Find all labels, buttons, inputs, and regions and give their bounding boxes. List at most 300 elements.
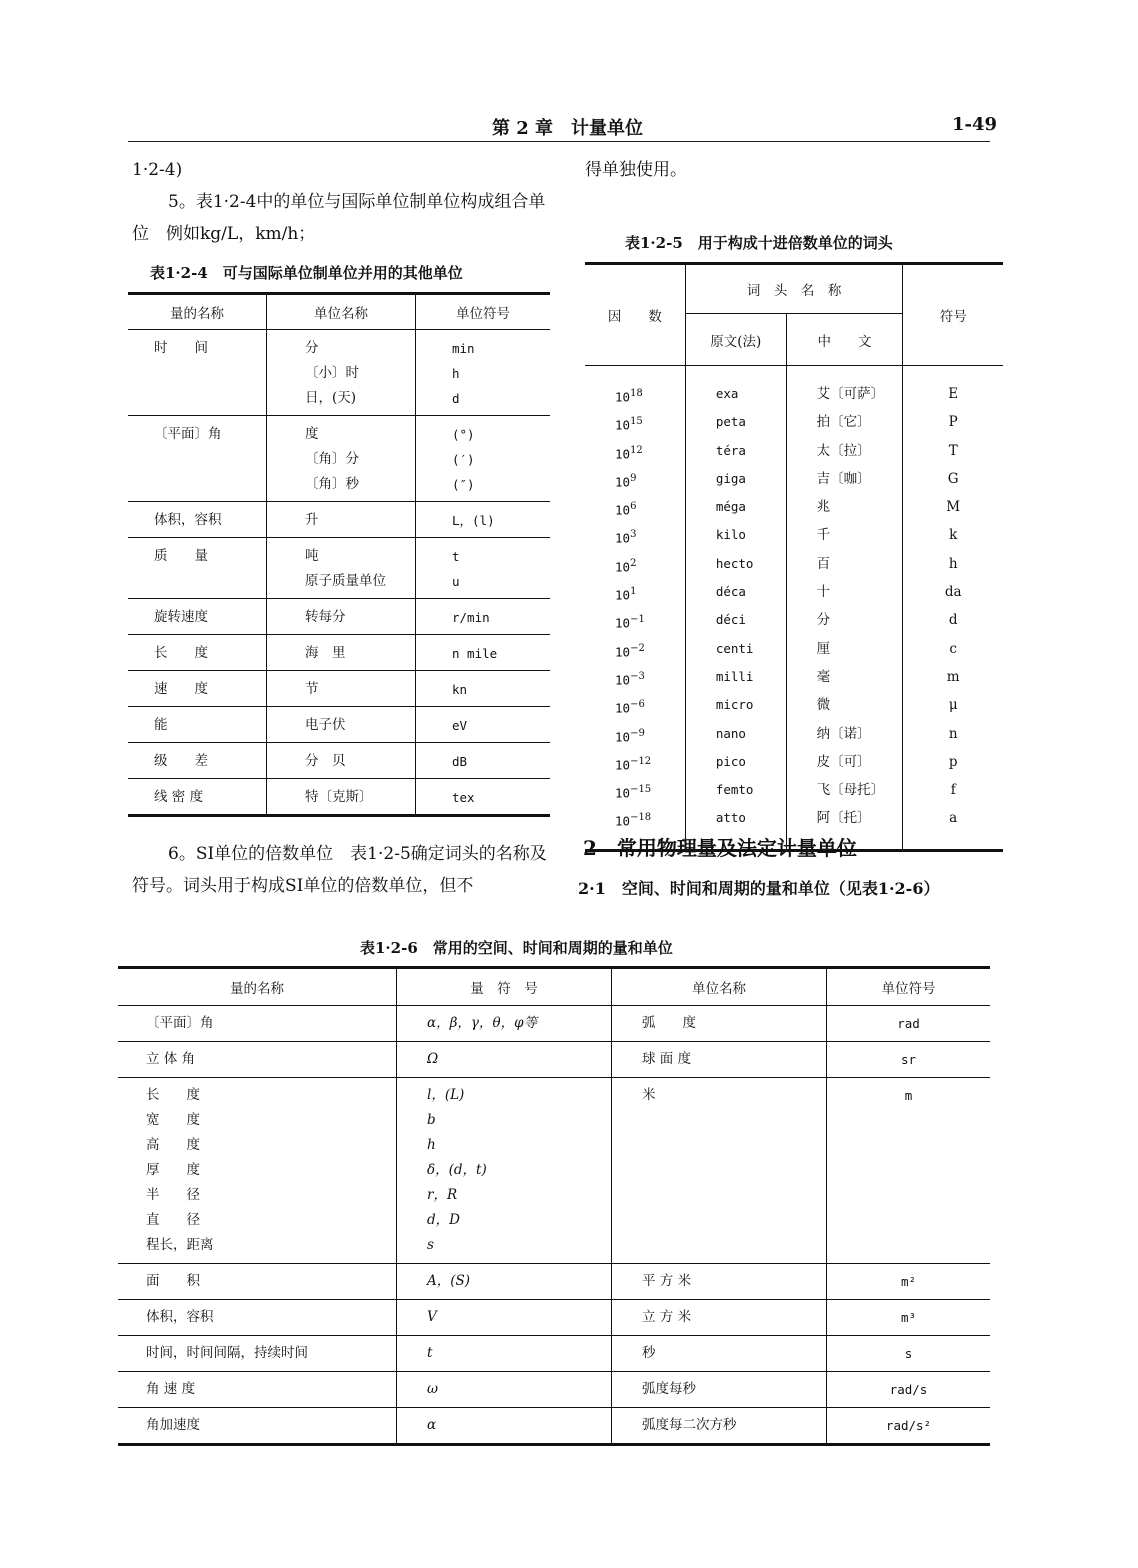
unit-name: 〔角〕秒 [305,476,359,492]
t126-qty-cell [118,1408,397,1445]
unit-symbol: m² [900,1274,917,1289]
quantity-symbol: α，β，γ，θ，φ等 [427,1015,538,1031]
factor-exponent: −18 [630,812,652,824]
factor-base: 10 [615,559,631,575]
factor-base: 10 [615,785,631,801]
unit-symbol: (°) [452,427,475,442]
unit-name: 分 [305,340,319,356]
prefix-chinese: 太〔拉〕 [786,439,903,467]
prefix-original: exa [685,366,786,411]
quantity-name: 角加速度 [146,1417,200,1433]
prefix-original: téra [685,439,786,467]
prefix-symbol: d [903,608,1003,636]
factor-base: 10 [615,502,631,518]
t126-unit-name-cell [612,1408,827,1445]
table-row [128,671,550,707]
unit-name: 日，(天) [305,390,357,406]
t124-header-qty: 量的名称 [170,306,224,322]
table-row [118,1300,990,1336]
t126-qty-cell [118,1336,397,1372]
t125-factor-cell [585,608,685,636]
t124-unit-symbol-cell [416,671,551,707]
prefix-symbol: f [903,778,1003,806]
table-row [118,1042,990,1078]
unit-symbol: r/min [452,610,490,625]
t125-factor-cell [585,637,685,665]
factor-base: 10 [615,587,631,603]
factor-base: 10 [615,813,631,829]
prefix-symbol: G [903,467,1003,495]
unit-name: 秒 [642,1345,656,1361]
quantity-symbol: d，D [427,1212,460,1228]
t126-qty-cell [118,1264,397,1300]
quantity-name: 时 间 [154,340,208,356]
prefix-symbol: m [903,665,1003,693]
prefix-chinese: 厘 [786,637,903,665]
section-2-heading: 2 常用物理量及法定计量单位 [583,836,857,860]
paragraph-continued-right: 得单独使用。 [585,160,687,180]
unit-symbol: L，(l) [452,513,495,528]
unit-name: 升 [305,512,319,528]
t125-factor-cell [585,495,685,523]
table-row [118,1078,990,1264]
table-row [585,665,1003,693]
t124-qty-cell [128,671,267,707]
t125-factor-cell [585,722,685,750]
quantity-name: 线 密 度 [154,789,204,805]
t126-unit-symbol-cell [827,1408,991,1445]
t125-header-chinese: 中 文 [786,314,903,366]
prefix-chinese: 吉〔咖〕 [786,467,903,495]
table-row [128,330,550,416]
prefix-original: hecto [685,552,786,580]
t124-qty-cell [128,502,267,538]
t126-unit-name-cell [612,1006,827,1042]
t125-factor-cell [585,523,685,551]
prefix-original: déci [685,608,786,636]
quantity-name: 高 度 [146,1137,200,1153]
prefix-original: milli [685,665,786,693]
t124-unit-name-cell [267,538,416,599]
t126-qty-symbol-cell [397,1300,612,1336]
t124-qty-cell [128,743,267,779]
prefix-original: pico [685,750,786,778]
factor-exponent: 12 [630,444,643,456]
t125-factor-cell [585,410,685,438]
prefix-chinese: 微 [786,693,903,721]
quantity-symbol: h [427,1137,436,1153]
t125-factor-cell [585,467,685,495]
table-row [118,1264,990,1300]
prefix-chinese: 百 [786,552,903,580]
table-row [585,552,1003,580]
t124-unit-symbol-cell [416,538,551,599]
quantity-name: 〔平面〕角 [146,1015,214,1031]
quantity-name: 〔平面〕角 [154,426,222,442]
quantity-name: 半 径 [146,1187,200,1203]
quantity-name: 体积，容积 [146,1309,214,1325]
t126-qty-symbol-cell [397,1372,612,1408]
t125-factor-cell [585,750,685,778]
quantity-name: 时间，时间间隔，持续时间 [146,1345,308,1361]
t126-unit-name-cell [612,1372,827,1408]
factor-exponent: −9 [630,727,645,739]
prefix-symbol: p [903,750,1003,778]
paragraph-6: 6。SI单位的倍数单位 表1·2-5确定词头的名称及符号。词头用于构成SI单位的倍数单位，但不 [132,844,547,896]
factor-exponent: −15 [630,784,652,796]
unit-symbol: rad [897,1016,920,1031]
factor-base: 10 [615,644,631,660]
unit-symbol: tex [452,790,475,805]
t125-factor-cell [585,778,685,806]
table-row [585,778,1003,806]
table-row [585,495,1003,523]
factor-base: 10 [615,615,631,631]
t124-qty-cell [128,538,267,599]
table-row [585,467,1003,495]
t126-unit-symbol-cell [827,1042,991,1078]
factor-base: 10 [615,530,631,546]
quantity-symbol: l，(L) [427,1087,465,1103]
t125-factor-cell [585,665,685,693]
factor-base: 10 [615,729,631,745]
unit-name: 海 里 [305,645,346,661]
prefix-symbol: c [903,637,1003,665]
table-row [585,410,1003,438]
t124-unit-symbol-cell [416,743,551,779]
quantity-name: 长 度 [154,645,208,661]
t126-unit-symbol-cell [827,1336,991,1372]
prefix-symbol: k [903,523,1003,551]
t126-qty-symbol-cell [397,1006,612,1042]
unit-name: 弧 度 [642,1015,696,1031]
t126-header-qty-symbol: 量 符 号 [397,968,612,1006]
t126-unit-name-cell [612,1042,827,1078]
prefix-symbol: a [903,806,1003,850]
table-row [128,779,550,816]
table-row [118,1006,990,1042]
factor-exponent: 1 [630,586,637,598]
unit-name: 弧度每二次方秒 [642,1417,737,1433]
t124-qty-cell [128,416,267,502]
unit-symbol: t [452,549,460,564]
page-number: 1-49 [952,114,998,135]
prefix-original: méga [685,495,786,523]
unit-symbol: h [452,366,460,381]
prefix-symbol: M [903,495,1003,523]
t124-qty-cell [128,707,267,743]
factor-base: 10 [615,474,631,490]
t124-unit-name-cell [267,599,416,635]
prefix-chinese: 分 [786,608,903,636]
quantity-symbol: s [427,1237,434,1253]
unit-symbol: (′) [452,452,475,467]
t125-factor-cell [585,439,685,467]
unit-name: 特〔克斯〕 [305,789,373,805]
quantity-name: 宽 度 [146,1112,200,1128]
table-row [128,707,550,743]
factor-exponent: 6 [630,501,637,513]
header-rule [128,141,990,142]
prefix-chinese: 毫 [786,665,903,693]
paragraph-5: 5。表1·2-4中的单位与国际单位制单位构成组合单位 例如kg/L，km/h； [132,192,546,244]
t124-unit-symbol-cell [416,416,551,502]
table-row [128,743,550,779]
quantity-name: 能 [154,717,168,733]
quantity-symbol: A，(S) [427,1273,471,1289]
prefix-chinese: 兆 [786,495,903,523]
t124-unit-symbol-cell [416,707,551,743]
table-row [128,416,550,502]
table-124-caption: 表1·2-4 可与国际单位制单位并用的其他单位 [150,264,463,282]
quantity-name: 立 体 角 [146,1051,196,1067]
t126-unit-symbol-cell [827,1300,991,1336]
unit-name: 〔小〕时 [305,365,359,381]
unit-symbol: rad/s² [885,1418,932,1433]
quantity-symbol: α [427,1417,437,1433]
unit-name: 平 方 米 [642,1273,692,1289]
unit-name: 度 [305,426,319,442]
factor-exponent: −1 [630,614,645,626]
t126-header-qty: 量的名称 [230,981,284,997]
t126-unit-symbol-cell [827,1078,991,1264]
table-row [585,523,1003,551]
prefix-symbol: T [903,439,1003,467]
quantity-symbol: t [427,1345,433,1361]
t126-qty-symbol-cell [397,1264,612,1300]
quantity-name: 长 度 [146,1087,200,1103]
unit-name: 〔角〕分 [305,451,359,467]
prefix-symbol: h [903,552,1003,580]
prefix-original: peta [685,410,786,438]
table-row [118,1408,990,1445]
quantity-name: 直 径 [146,1212,200,1228]
quantity-name: 面 积 [146,1273,200,1289]
unit-name: 立 方 米 [642,1309,692,1325]
prefix-original: atto [685,806,786,850]
table-row [585,439,1003,467]
quantity-name: 体积，容积 [154,512,222,528]
table-row [585,366,1003,411]
t124-header-unit-symbol: 单位符号 [416,294,551,330]
prefix-original: kilo [685,523,786,551]
factor-base: 10 [615,672,631,688]
table-row [585,608,1003,636]
t125-factor-cell [585,366,685,411]
prefix-chinese: 纳〔诺〕 [786,722,903,750]
t126-unit-symbol-cell [827,1006,991,1042]
table-row [585,637,1003,665]
table-row [118,1336,990,1372]
prefix-original: giga [685,467,786,495]
table-row [128,502,550,538]
factor-exponent: 9 [630,472,637,484]
prefix-symbol: n [903,722,1003,750]
unit-name: 电子伏 [305,717,346,733]
quantity-symbol: Ω [427,1051,439,1067]
t126-unit-symbol-cell [827,1264,991,1300]
quantity-symbol: b [427,1112,436,1128]
prefix-chinese: 阿〔托〕 [786,806,903,850]
t124-qty-cell [128,779,267,816]
quantity-name: 程长，距离 [146,1237,214,1253]
unit-name: 米 [642,1087,656,1103]
table-row [128,538,550,599]
table-row [128,635,550,671]
unit-symbol: rad/s [889,1382,928,1397]
prefix-chinese: 艾〔可萨〕 [786,366,903,411]
factor-base: 10 [615,757,631,773]
table-row [585,693,1003,721]
t124-qty-cell [128,330,267,416]
t126-qty-cell [118,1300,397,1336]
t126-qty-cell [118,1042,397,1078]
t124-unit-name-cell [267,502,416,538]
quantity-name: 厚 度 [146,1162,200,1178]
t125-header-factor: 因 数 [585,264,685,366]
table-row [585,580,1003,608]
quantity-symbol: ω [427,1381,439,1397]
table-row [585,722,1003,750]
factor-exponent: −6 [630,699,645,711]
factor-base: 10 [615,389,631,405]
unit-symbol: dB [452,754,468,769]
prefix-original: déca [685,580,786,608]
unit-name: 分 贝 [305,753,346,769]
unit-symbol: s [904,1346,913,1361]
t126-qty-symbol-cell [397,1408,612,1445]
t126-header-unit-symbol: 单位符号 [827,968,991,1006]
prefix-chinese: 拍〔它〕 [786,410,903,438]
t124-unit-symbol-cell [416,502,551,538]
t124-unit-name-cell [267,779,416,816]
t124-unit-symbol-cell [416,599,551,635]
t124-unit-name-cell [267,416,416,502]
t124-unit-symbol-cell [416,779,551,816]
t126-qty-cell [118,1372,397,1408]
table-125-caption: 表1·2-5 用于构成十进倍数单位的词头 [625,234,893,252]
t124-unit-symbol-cell [416,330,551,416]
t126-unit-symbol-cell [827,1372,991,1408]
t124-unit-name-cell [267,635,416,671]
t125-header-original: 原文(法) [685,314,786,366]
prefix-symbol: E [903,366,1003,411]
factor-base: 10 [615,700,631,716]
prefix-original: centi [685,637,786,665]
factor-exponent: −12 [630,755,652,767]
unit-name: 节 [305,681,319,697]
factor-exponent: −2 [630,642,645,654]
quantity-symbol: δ，(d，t) [427,1162,487,1178]
t124-unit-name-cell [267,671,416,707]
t124-unit-name-cell [267,707,416,743]
t126-unit-name-cell [612,1078,827,1264]
quantity-name: 速 度 [154,681,208,697]
t125-header-symbol: 符号 [903,264,1003,366]
section-2-1-heading: 2·1 空间、时间和周期的量和单位（见表1·2-6） [578,879,940,898]
t125-factor-cell [585,693,685,721]
t125-header-prefix-name: 词 头 名 称 [685,264,903,314]
prefix-symbol: μ [903,693,1003,721]
unit-name: 原子质量单位 [305,573,386,589]
prefix-symbol: da [903,580,1003,608]
t124-qty-cell [128,599,267,635]
quantity-symbol: V [427,1309,437,1325]
unit-name: 转每分 [305,609,346,625]
prefix-chinese: 皮〔可〕 [786,750,903,778]
t126-qty-symbol-cell [397,1042,612,1078]
factor-exponent: 18 [630,388,643,399]
table-row [585,750,1003,778]
prefix-original: nano [685,722,786,750]
table-126-caption: 表1·2-6 常用的空间、时间和周期的量和单位 [360,939,673,957]
quantity-symbol: r，R [427,1187,458,1203]
unit-symbol: m³ [900,1310,917,1325]
quantity-name: 级 差 [154,753,208,769]
unit-symbol: min [452,341,475,356]
quantity-name: 旋转速度 [154,609,208,625]
t124-unit-name-cell [267,743,416,779]
unit-name: 弧度每秒 [642,1381,696,1397]
prefix-chinese: 飞〔母托〕 [786,778,903,806]
t126-unit-name-cell [612,1264,827,1300]
t126-qty-cell [118,1078,397,1264]
prefix-chinese: 千 [786,523,903,551]
factor-base: 10 [615,446,631,462]
chapter-title: 第 2 章 计量单位 [492,118,644,139]
unit-symbol: (″) [452,477,475,492]
quantity-name: 质 量 [154,548,208,564]
unit-symbol: m [904,1088,913,1103]
t126-unit-name-cell [612,1300,827,1336]
t125-factor-cell [585,580,685,608]
unit-symbol: kn [452,682,468,697]
t124-header-unit-name: 单位名称 [267,294,416,330]
t126-qty-cell [118,1006,397,1042]
table-125 [585,262,1003,852]
prefix-original: micro [685,693,786,721]
table-126 [118,966,990,1446]
factor-exponent: −3 [630,670,645,682]
prefix-original: femto [685,778,786,806]
prefix-symbol: P [903,410,1003,438]
factor-exponent: 15 [630,416,643,428]
t125-factor-cell [585,552,685,580]
t124-qty-cell [128,635,267,671]
t126-unit-name-cell [612,1336,827,1372]
factor-exponent: 3 [630,529,637,541]
unit-symbol: d [452,391,460,406]
table-124 [128,292,550,817]
unit-symbol: u [452,574,460,589]
t126-qty-symbol-cell [397,1078,612,1264]
t126-qty-symbol-cell [397,1336,612,1372]
prefix-chinese: 十 [786,580,903,608]
t126-header-unit-name: 单位名称 [612,968,827,1006]
quantity-name: 角 速 度 [146,1381,196,1397]
t124-unit-symbol-cell [416,635,551,671]
unit-symbol: sr [900,1052,917,1067]
unit-name: 吨 [305,548,319,564]
paragraph-continued: 1·2-4) [132,160,183,180]
table-row [118,1372,990,1408]
t124-unit-name-cell [267,330,416,416]
unit-name: 球 面 度 [642,1051,692,1067]
factor-exponent: 2 [630,557,637,569]
unit-symbol: n mile [452,646,498,661]
unit-symbol: eV [452,718,468,733]
factor-base: 10 [615,417,631,433]
